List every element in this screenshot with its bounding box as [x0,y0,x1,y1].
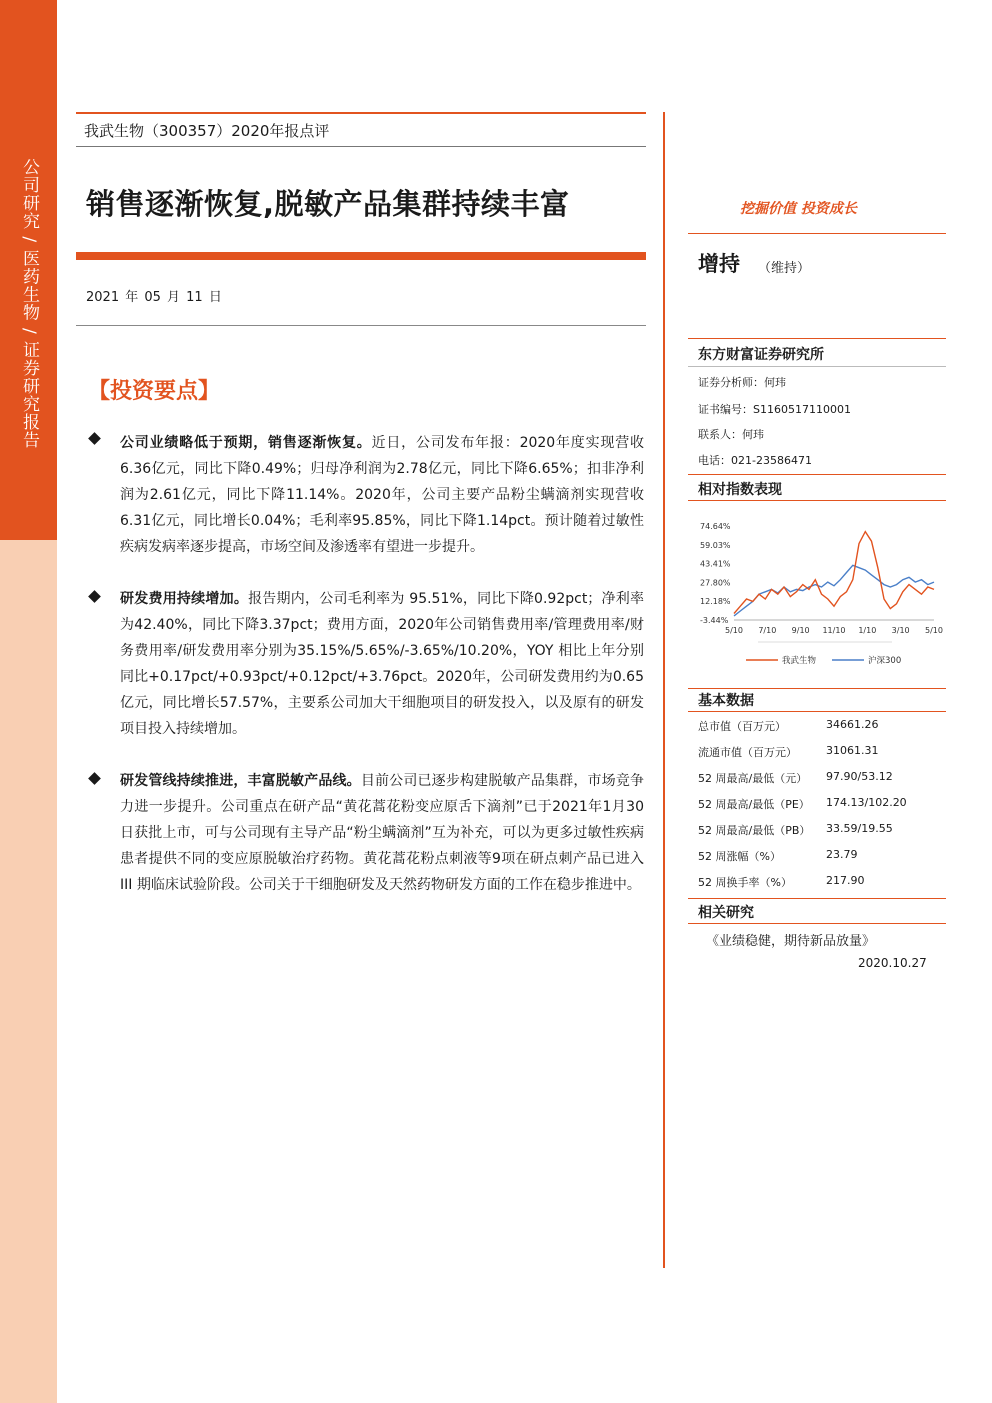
contact: 联系人：何玮 [698,428,764,441]
right-rule [688,923,946,924]
y-tick-label: 43.41% [700,559,731,569]
paragraph-performance [120,430,644,560]
diamond-bullet-icon [88,772,102,786]
paragraph-rd-expense [120,586,644,742]
chart-legend [746,642,901,666]
paragraph-lead: 研发管线持续推进，丰富脱敏产品线。 [120,773,361,789]
table-row [688,816,946,842]
legend-label: 沪深300 [868,656,902,666]
related-research-heading: 相关研究 [698,905,754,921]
right-rule [688,233,946,234]
chart-x-ticks [725,626,943,635]
rating-note: （维持） [758,261,811,276]
table-cell-label: 52 周涨幅（%） [698,850,781,863]
y-tick-label: 27.80% [700,578,731,588]
sidebar-band-light [0,540,57,1403]
y-tick-label: 59.03% [700,540,731,550]
header-rule [76,146,646,147]
related-report-date: 2020.10.27 [858,956,927,970]
cert-number: 证书编号：S1160517110001 [698,403,851,416]
sidebar-category-label: 公司研究 / 医药生物 / 证券研究报告 [19,158,39,450]
slogan: 挖掘价值 投资成长 [740,201,857,217]
right-rule [688,500,946,501]
relative-index-chart [692,514,944,674]
table-cell-label: 52 周最高/最低（PB） [698,824,811,837]
table-row [688,764,946,790]
title-accent-bar [76,252,646,260]
table-cell-value: 34661.26 [826,718,879,731]
table-cell-value: 33.59/19.55 [826,822,893,835]
table-row [688,790,946,816]
diamond-bullet-icon [88,432,102,446]
table-cell-value: 31061.31 [826,744,879,757]
header-rule-top [76,112,646,114]
paragraph-lead: 研发费用持续增加。 [120,591,249,607]
chart-y-ticks [700,522,731,625]
x-tick-label: 5/10 [925,626,943,635]
paragraph-body: 报告期内，公司毛利率为 95.51%，同比下降0.92pct；净利率为42.40%，同比下降3.37pct；费用方面，2020年公司销售费用率/管理费用率/财务费用率/研发费用率分别为35.15%/5.65%/-3.65%/10.20%，YOY 相比上年分别同比+0.17pct/+0.93pct/+0.12pct/+3.76pct。2020年，公司研发费用约为0.65亿元，同比增长57.57%，主要系公司加大干细胞项目的研发投入，以及原有的研发项目投入持续增加。 [120,591,644,737]
diamond-bullet-icon [88,590,102,604]
x-tick-label: 9/10 [791,626,810,635]
right-rule-thin [688,366,946,367]
paragraph-pipeline [120,768,644,898]
related-report-title[interactable]: 《业绩稳健，期待新品放量》 [706,934,876,949]
table-cell-label: 流通市值（百万元） [698,746,797,759]
paragraph-body: 目前公司已逐步构建脱敏产品集群，市场竞争力进一步提升。公司重点在研产品“黄花蒿花粉变应原舌下滴剂”已于2021年1月30日获批上市，可与公司现有主导产品“粉尘螨滴剂”互为补充，可以为更多过敏性疾病患者提供不同的变应原脱敏治疗药物。黄花蒿花粉点刺液等9项在研点刺产品已进入III 期临床试验阶段。公司关于干细胞研发及天然药物研发方面的工作在稳步推进中。 [120,773,645,893]
date-rule [76,325,646,326]
table-cell-value: 217.90 [826,874,865,887]
institute-name: 东方财富证券研究所 [698,347,824,363]
table-cell-value: 97.90/53.12 [826,770,893,783]
paragraph-lead: 公司业绩略低于预期，销售逐渐恢复。 [120,435,372,451]
analyst: 证券分析师：何玮 [698,376,786,389]
right-rule [688,338,946,339]
basic-data-heading: 基本数据 [698,693,754,709]
x-tick-label: 11/10 [822,626,846,635]
table-row [688,868,946,894]
x-tick-label: 3/10 [891,626,910,635]
x-tick-label: 1/10 [858,626,877,635]
report-title: 销售逐渐恢复,脱敏产品集群持续丰富 [86,187,570,221]
right-rule [688,688,946,689]
y-tick-label: 12.18% [700,597,731,607]
table-row [688,712,946,738]
chart-series [734,532,934,616]
rating: 增持 [698,252,740,276]
series-line [734,532,934,614]
right-rule [688,898,946,899]
x-tick-label: 5/10 [725,626,743,635]
table-cell-label: 52 周最高/最低（元） [698,772,808,785]
table-cell-label: 52 周最高/最低（PE） [698,798,810,811]
column-divider [663,112,665,1268]
table-cell-value: 174.13/102.20 [826,796,907,809]
table-cell-label: 52 周换手率（%） [698,876,792,889]
table-cell-label: 总市值（百万元） [698,720,786,733]
right-rule [688,474,946,475]
phone: 电话：021-23586471 [698,454,812,467]
report-subtitle: 我武生物（300357）2020年报点评 [84,122,330,140]
y-tick-label: 74.64% [700,522,731,531]
table-row [688,842,946,868]
table-cell-value: 23.79 [826,848,858,861]
y-tick-label: -3.44% [700,616,729,625]
table-row [688,738,946,764]
chart-heading: 相对指数表现 [698,482,782,498]
x-tick-label: 7/10 [758,626,777,635]
section-heading-investment-points: 【投资要点】 [88,378,221,404]
paragraph-body: 近日，公司发布年报：2020年度实现营收6.36亿元，同比下降0.49%；归母净利润为2.78亿元，同比下降6.65%；扣非净利润为2.61亿元，同比下降11.14%。2020年，公司主要产品粉尘螨滴剂实现营收6.31亿元，同比增长0.04%；毛利率95.85%，同比下降1.14pct。预计随着过敏性疾病发病率逐步提高，市场空间及渗透率有望进一步提升。 [120,435,644,555]
legend-label: 我武生物 [782,656,817,666]
report-date: 2021 年 05 月 11 日 [86,290,222,305]
